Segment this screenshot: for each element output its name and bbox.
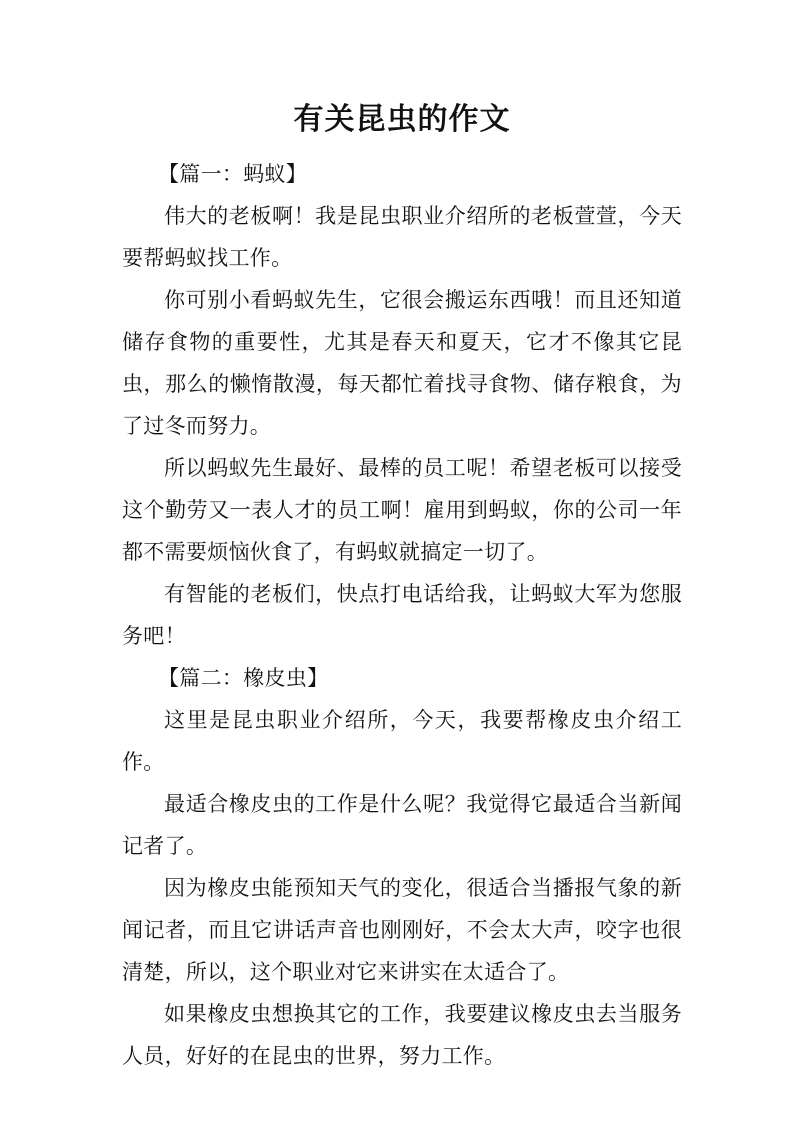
section-heading-ants: 【篇一：蚂蚁】 [158, 162, 308, 186]
document-body [122, 153, 682, 1077]
paragraph: 所以蚂蚁先生最好、最棒的员工呢！希望老板可以接受这个勤劳又一表人才的员工啊！雇用到蚂蚁，你的公司一年都不需要烦恼伙食了，有蚂蚁就搞定一切了。 [122, 456, 682, 564]
paragraph: 你可别小看蚂蚁先生，它很会搬运东西哦！而且还知道储存食物的重要性，尤其是春天和夏天，它才不像其它昆虫，那么的懒惰散漫，每天都忙着找寻食物、储存粮食，为了过冬而努力。 [122, 288, 682, 438]
paragraph: 因为橡皮虫能预知天气的变化，很适合当播报气象的新闻记者，而且它讲话声音也刚刚好，不会太大声，咬字也很清楚，所以，这个职业对它来讲实在太适合了。 [122, 876, 682, 984]
document-title: 有关昆虫的作文 [293, 102, 511, 137]
paragraph: 如果橡皮虫想换其它的工作，我要建议橡皮虫去当服务人员，好好的在昆虫的世界，努力工作。 [122, 1002, 682, 1068]
section-heading-rubber-bug: 【篇二：橡皮虫】 [158, 666, 329, 690]
paragraph: 这里是昆虫职业介绍所，今天，我要帮橡皮虫介绍工作。 [122, 708, 682, 774]
paragraph: 伟大的老板啊！我是昆虫职业介绍所的老板萱萱，今天要帮蚂蚁找工作。 [122, 204, 682, 270]
paragraph: 有智能的老板们，快点打电话给我，让蚂蚁大军为您服务吧！ [122, 582, 682, 648]
paragraph: 最适合橡皮虫的工作是什么呢？我觉得它最适合当新闻记者了。 [122, 792, 682, 858]
